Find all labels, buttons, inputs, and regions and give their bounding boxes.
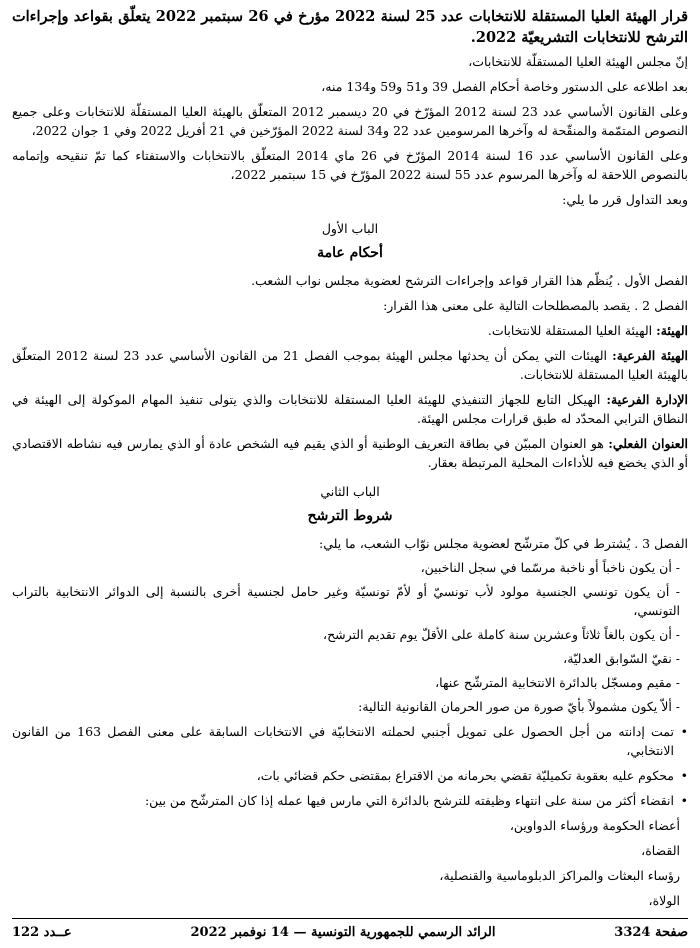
article-2: الفصل 2 . يقصد بالمصطلحات التالية على معنى هذا القرار: <box>383 298 688 313</box>
bullet-icon: • <box>680 724 688 739</box>
definition-term: الهيئة الفرعية: <box>612 348 688 363</box>
deprivation-item <box>12 791 688 810</box>
condition-item: - ألاّ يكون مشمولاً بأيّ صورة من صور الحرمان القانونية التالية: <box>358 699 680 714</box>
preamble-line: وعلى القانون الأساسي عدد 16 لسنة 2014 المؤرّخ في 26 ماي 2014 المتعلّق بالانتخابات والاستفتاء كما تمّ تنقيحه وإتمامه بالنصوص اللاحقة له وآخرها المرسوم عدد 55 لسنة 2022 المؤرّخ في 15 سبتمبر 2022، <box>12 148 688 182</box>
bullet-icon: • <box>680 793 688 808</box>
condition-item: - أن يكون تونسي الجنسية مولود لأب تونسيّ أو لأمّ تونسيّة وغير حامل لجنسية أخرى بالنسبة إلى الدوائر الانتخابية بالتراب التونسي، <box>12 584 680 618</box>
article-3: الفصل 3 . يُشترط في كلّ مترشّح لعضوية مجلس نوّاب الشعب، ما يلي: <box>319 536 688 551</box>
position-item: رؤساء البعثات والمراكز الدبلوماسية والقنصلية، <box>439 868 680 883</box>
condition-item: - أن يكون ناخباً أو ناخبة مرسّما في سجل الناخبين، <box>420 560 680 575</box>
condition-item: - مقيم ومسجّل بالدائرة الانتخابية المترشّح عنها، <box>435 675 680 690</box>
definition-item <box>12 346 688 384</box>
definition-item <box>12 434 688 472</box>
deprivation-item <box>12 766 688 785</box>
definition-text: الهيئة العليا المستقلة للانتخابات. <box>487 323 657 338</box>
chapter-title: أحكام عامة <box>317 245 383 261</box>
article-1: الفصل الأول . يُنظّم هذا القرار قواعد وإجراءات الترشح لعضوية مجلس نواب الشعب. <box>251 273 688 288</box>
definition-item <box>12 321 688 340</box>
footer-gazette-title: الرائد الرسمي للجمهورية التونسية — 14 نوفمبر 2022 <box>190 925 496 940</box>
footer-page-number: صفحة 3324 <box>614 925 688 940</box>
definition-term: الهيئة: <box>656 323 688 338</box>
condition-item: - نقيّ السّوابق العدليّة، <box>563 651 680 666</box>
bullet-icon: • <box>680 768 688 783</box>
position-item: القضاة، <box>641 843 680 858</box>
definition-term: الإدارة الفرعية: <box>606 392 688 407</box>
chapter-title: شروط الترشح <box>307 508 393 524</box>
footer-issue-number: عــدد 122 <box>12 925 72 940</box>
deprivation-text: تمت إدانته من أجل الحصول على تمويل أجنبي لحملته الانتخابيّة في الانتخابات السابقة على معنى الفصل 163 من القانون الانتخابي، <box>12 724 674 758</box>
deprivation-text: محكوم عليه بعقوبة تكميليّة تقضي بحرمانه من الاقتراع بمقتضى حكم قضائي بات، <box>256 768 674 783</box>
preamble-line: وبعد التداول قرر ما يلي: <box>562 192 688 207</box>
page-footer <box>12 918 688 940</box>
definition-text: هو العنوان المبيّن في بطاقة التعريف الوطنية أو الذي يقيم فيه الشخص عادة أو الذي يمارس فيه نشاطه الاقتصادي أو الذي يخضع فيه للأداءات المحلية المرتبطة بعقار. <box>12 436 688 470</box>
preamble-line: وعلى القانون الأساسي عدد 23 لسنة 2012 المؤرّخ في 20 ديسمبر 2012 المتعلّق بالهيئة العليا المستقلّة للانتخابات وعلى جميع النصوص المتمّمة والمنقّحة له وآخرها المرسومين عدد 22 و34 لسنة 2022 المؤرّخين في 21 أفريل 2022 وفي 1 جوان 2022، <box>12 104 688 138</box>
preamble-line: بعد اطلاعه على الدستور وخاصة أحكام الفصل 39 و51 و59 و134 منه، <box>321 79 688 94</box>
deprivation-text: انقضاء أكثر من سنة على انتهاء وظيفته للترشح بالدائرة التي مارس فيها عمله إذا كان المترشّح من بين: <box>144 793 674 808</box>
deprivation-item <box>12 722 688 760</box>
definition-item <box>12 390 688 428</box>
position-item: الولاة، <box>648 893 680 908</box>
definition-text: الهيئات التي يمكن أن يحدثها مجلس الهيئة بموجب الفصل 21 من القانون الأساسي عدد 23 لسنة 2012 المتعلّق بالهيئة العليا المستقلة للانتخابات. <box>12 348 688 382</box>
condition-item: - أن يكون بالغاً ثلاثاً وعشرين سنة كاملة على الأقلّ يوم تقديم الترشح، <box>323 627 680 642</box>
decree-title: قرار الهيئة العليا المستقلة للانتخابات عدد 25 لسنة 2022 مؤرخ في 26 سبتمبر 2022 يتعلّق بقواعد وإجراءات الترشح للانتخابات التشريعيّة 2022. <box>12 8 688 46</box>
chapter-heading: الباب الثاني <box>320 484 380 499</box>
definition-term: العنوان الفعلي: <box>608 436 688 451</box>
position-item: أعضاء الحكومة ورؤساء الدواوين، <box>509 818 680 833</box>
preamble-line: إنّ مجلس الهيئة العليا المستقلّة للانتخابات، <box>468 54 688 69</box>
chapter-heading: الباب الأول <box>321 221 379 236</box>
definition-text: الهيكل التابع للجهاز التنفيذي للهيئة العليا المستقلة للانتخابات والذي يتولى تنفيذ المهام الموكولة إلى الهيئة في النطاق الترابي المحدّد له طبق قرارات مجلس الهيئة. <box>12 392 688 426</box>
